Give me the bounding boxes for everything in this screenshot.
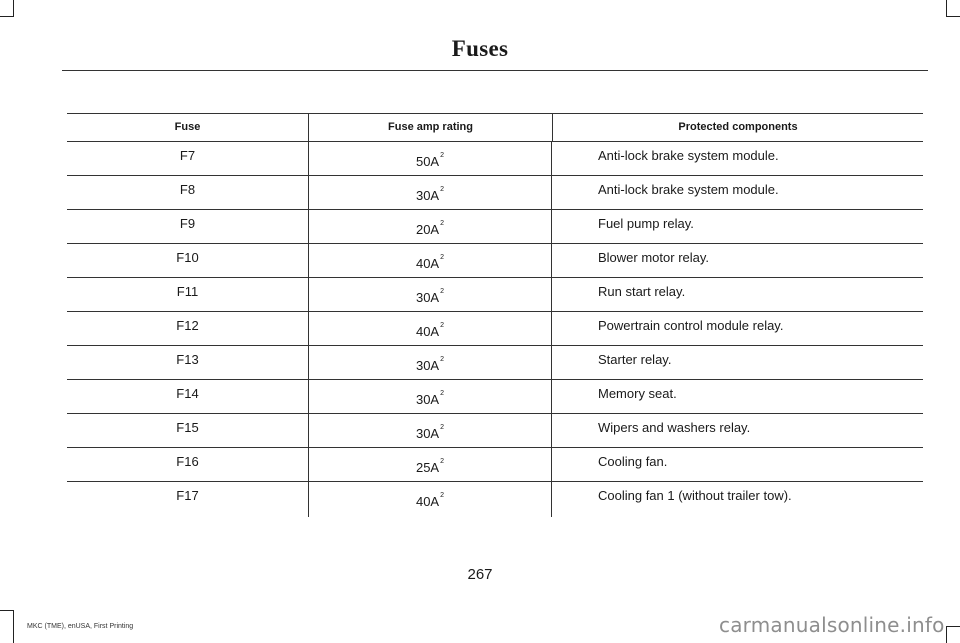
watermark: carmanualsonline.info [719,613,945,637]
table-row [67,142,923,176]
table-header [67,113,923,142]
crop-mark [946,626,960,627]
table-row [67,176,923,210]
fuse-id: F15 [176,420,199,435]
fuse-rating [308,278,551,311]
fuse-id: F7 [179,148,196,163]
fuse-id: F12 [176,318,199,333]
fuse-rating [308,142,551,175]
rating-value: 40A [415,494,440,509]
fuse-id: F9 [179,216,196,231]
protected-component: Run start relay. [551,278,923,311]
rating-value: 30A [415,392,440,407]
protected-component: Cooling fan 1 (without trailer tow). [551,482,923,517]
crop-mark [13,610,14,643]
rating-value: 40A [415,256,440,271]
rating-value: 25A [415,460,440,475]
fuse-rating [308,482,551,517]
fuse-table [67,113,923,517]
footnote-marker: 2 [440,424,445,431]
table-row [67,482,923,517]
crop-mark [946,626,947,643]
table-row [67,448,923,482]
footnote-marker: 2 [440,152,445,159]
table-body [67,142,923,517]
fuse-rating [308,312,551,345]
footnote-marker: 2 [440,492,445,499]
rating-value: 50A [415,154,440,169]
table-row [67,278,923,312]
fuse-rating [308,346,551,379]
rating-value: 20A [415,222,440,237]
crop-mark [946,0,947,17]
fuse-id: F17 [176,488,199,503]
crop-mark [946,16,960,17]
footnote-marker: 2 [440,356,445,363]
fuse-id: F8 [179,182,196,197]
fuse-id: F11 [176,284,199,299]
column-header-components: Protected components [552,114,923,141]
rating-value: 30A [415,188,440,203]
protected-component: Powertrain control module relay. [551,312,923,345]
fuse-rating [308,176,551,209]
rating-value: 30A [415,426,440,441]
fuse-id: F13 [176,352,199,367]
footnote-marker: 2 [440,220,445,227]
rating-value: 30A [415,290,440,305]
crop-mark [13,0,14,17]
crop-mark [0,16,14,17]
edition-footer: MKC (TME), enUSA, First Printing [27,623,134,630]
protected-component: Fuel pump relay. [551,210,923,243]
protected-component: Cooling fan. [551,448,923,481]
column-header-fuse: Fuse [174,121,201,133]
fuse-rating [308,414,551,447]
rating-value: 30A [415,358,440,373]
footnote-marker: 2 [440,288,445,295]
footnote-marker: 2 [440,254,445,261]
footnote-marker: 2 [440,390,445,397]
fuse-rating [308,244,551,277]
crop-mark [0,610,14,611]
table-row [67,380,923,414]
fuse-rating [308,448,551,481]
table-row [67,244,923,278]
protected-component: Memory seat. [551,380,923,413]
protected-component: Blower motor relay. [551,244,923,277]
column-header-rating: Fuse amp rating [308,114,552,141]
fuse-rating [308,380,551,413]
protected-component: Anti-lock brake system module. [551,176,923,209]
protected-component: Wipers and washers relay. [551,414,923,447]
rating-value: 40A [415,324,440,339]
protected-component: Starter relay. [551,346,923,379]
table-row [67,346,923,380]
fuse-id: F10 [176,250,199,265]
table-row [67,312,923,346]
page-number: 267 [467,566,493,583]
footnote-marker: 2 [440,458,445,465]
page-title: Fuses [451,36,509,61]
footnote-marker: 2 [440,186,445,193]
fuse-id: F14 [176,386,199,401]
footnote-marker: 2 [440,322,445,329]
header-divider [62,70,928,71]
fuse-id: F16 [176,454,199,469]
table-row [67,414,923,448]
protected-component: Anti-lock brake system module. [551,142,923,175]
fuse-rating [308,210,551,243]
table-row [67,210,923,244]
